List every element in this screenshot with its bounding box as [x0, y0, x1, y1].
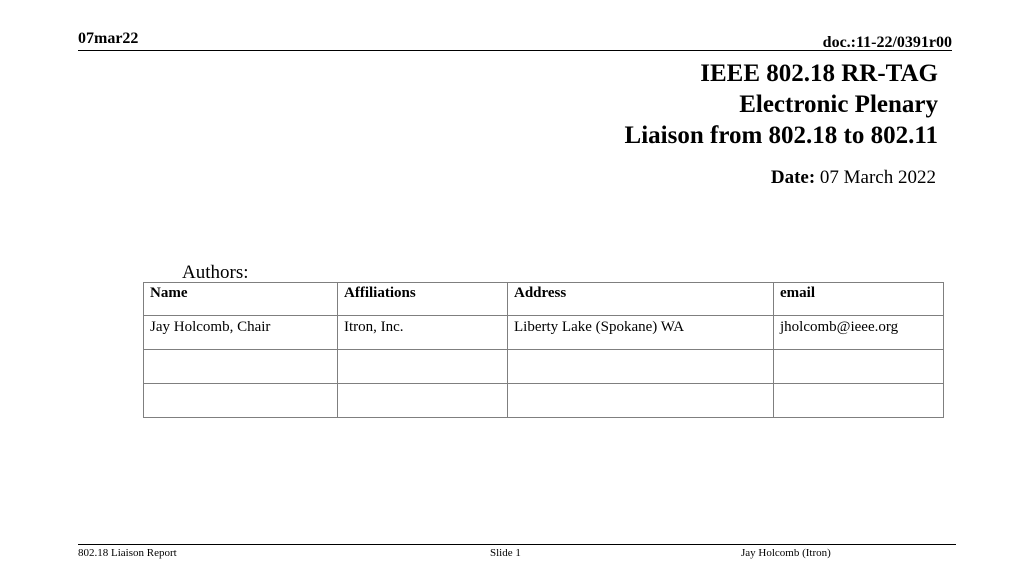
footer-report-title: 802.18 Liaison Report	[78, 547, 177, 559]
cell-name: Jay Holcomb, Chair	[144, 316, 338, 350]
cell-address	[508, 350, 774, 384]
cell-email: jholcomb@ieee.org	[774, 316, 944, 350]
footer-slide-number: Slide 1	[490, 547, 521, 559]
cell-address: Liberty Lake (Spokane) WA	[508, 316, 774, 350]
header-doc-id: doc.:11-22/0391r00	[822, 34, 952, 51]
date-label: Date:	[770, 167, 816, 188]
footer-author: Jay Holcomb (Itron)	[741, 547, 831, 559]
header-date-code: 07mar22	[78, 30, 139, 47]
cell-affiliation	[338, 350, 508, 384]
column-header-email: email	[774, 283, 944, 316]
date-line	[771, 167, 936, 189]
date-value: 07 March 2022	[819, 167, 936, 188]
footer-divider	[78, 544, 956, 545]
cell-email	[774, 350, 944, 384]
header-divider	[78, 50, 952, 51]
authors-table	[143, 282, 944, 418]
cell-address	[508, 384, 774, 418]
table-row	[144, 316, 944, 350]
title-line-1: IEEE 802.18 RR-TAG	[700, 60, 938, 87]
title-line-2: Electronic Plenary	[739, 91, 938, 118]
table-header-row	[144, 283, 944, 316]
cell-name	[144, 384, 338, 418]
column-header-address: Address	[508, 283, 774, 316]
cell-affiliation	[338, 384, 508, 418]
table-row	[144, 384, 944, 418]
cell-affiliation: Itron, Inc.	[338, 316, 508, 350]
authors-label: Authors:	[182, 262, 249, 283]
slide-title	[625, 58, 938, 151]
table-row	[144, 350, 944, 384]
cell-name	[144, 350, 338, 384]
cell-email	[774, 384, 944, 418]
column-header-name: Name	[144, 283, 338, 316]
title-line-3: Liaison from 802.18 to 802.11	[624, 122, 938, 149]
column-header-affiliations: Affiliations	[338, 283, 508, 316]
